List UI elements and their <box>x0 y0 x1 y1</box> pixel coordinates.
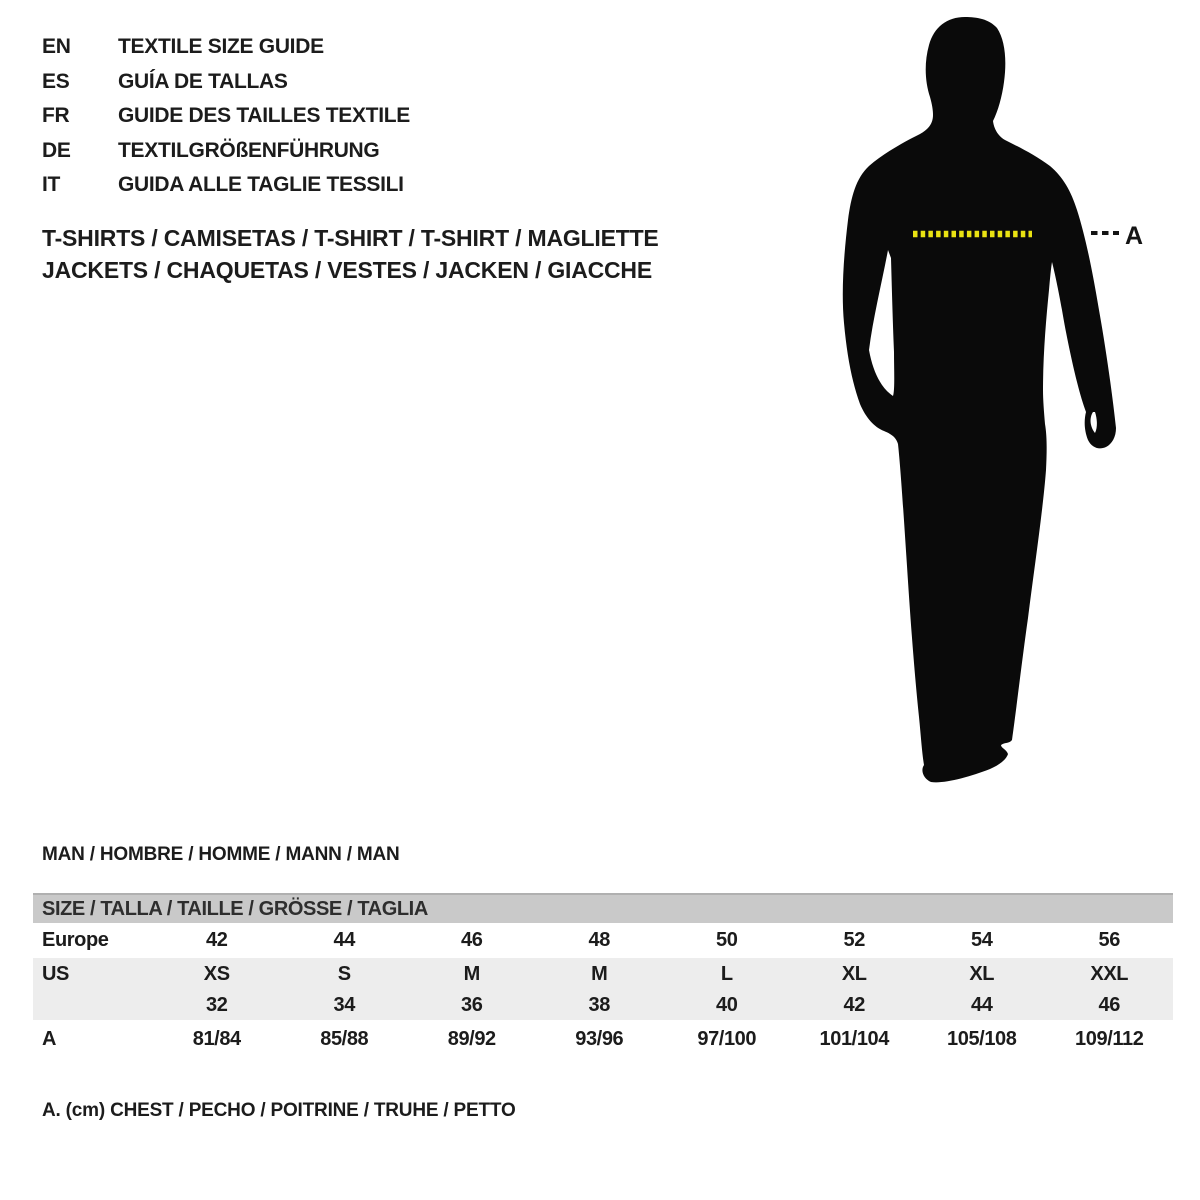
cell: 46 <box>461 929 483 951</box>
language-row-de <box>42 134 410 169</box>
cell: 93/96 <box>575 1027 624 1050</box>
language-code: IT <box>42 173 61 197</box>
cell: 34 <box>333 993 355 1016</box>
language-label: TEXTILGRÖßENFÜHRUNG <box>118 138 380 162</box>
row-label: US <box>42 962 69 985</box>
language-label: GUIDE DES TAILLES TEXTILE <box>118 104 410 128</box>
man-silhouette-figure <box>828 0 1200 800</box>
cell: M <box>463 962 480 985</box>
cell: 105/108 <box>947 1027 1017 1050</box>
product-line-jackets: JACKETS / CHAQUETAS / VESTES / JACKEN / GIACCHE <box>42 257 652 283</box>
cell: 56 <box>1098 929 1120 951</box>
row-label: A <box>42 1027 57 1050</box>
table-row-chest-a <box>33 1020 1173 1058</box>
cell: 101/104 <box>819 1027 889 1050</box>
cell: XXL <box>1090 962 1129 985</box>
cell: 44 <box>971 993 993 1016</box>
cell: XS <box>203 962 230 985</box>
language-row-fr <box>42 99 410 134</box>
row-label: Europe <box>42 929 109 951</box>
cell: 89/92 <box>447 1027 496 1050</box>
table-row-europe <box>33 923 1173 958</box>
man-silhouette <box>843 17 1116 782</box>
cell: 85/88 <box>320 1027 369 1050</box>
cell: 32 <box>206 993 228 1016</box>
language-label: GUIDA ALLE TAGLIE TESSILI <box>118 173 404 197</box>
cell: S <box>337 962 351 985</box>
cell: 42 <box>206 929 228 951</box>
size-table-header-label: SIZE / TALLA / TAILLE / GRÖSSE / TAGLIA <box>42 897 428 920</box>
cell: 36 <box>461 993 483 1016</box>
language-code: EN <box>42 35 71 59</box>
cell: L <box>720 962 733 985</box>
size-table-header <box>33 893 1173 923</box>
cell: 81/84 <box>192 1027 241 1050</box>
cell: 46 <box>1098 993 1120 1016</box>
language-list <box>42 30 410 203</box>
language-row-en <box>42 30 410 65</box>
cell: 38 <box>588 993 610 1016</box>
cell: 50 <box>716 929 738 951</box>
language-code: ES <box>42 69 70 93</box>
size-table <box>33 893 1173 1058</box>
measure-label-a: A <box>1125 222 1144 250</box>
cell: 54 <box>971 929 993 951</box>
table-band-us <box>33 958 1173 1020</box>
language-code: DE <box>42 138 71 162</box>
language-row-it <box>42 168 410 203</box>
table-row-us-numbers <box>33 990 1173 1020</box>
language-label: TEXTILE SIZE GUIDE <box>118 35 324 59</box>
cell: 42 <box>843 993 865 1016</box>
cell: XL <box>841 962 867 985</box>
footnote-chest: A. (cm) CHEST / PECHO / POITRINE / TRUHE / PETTO <box>42 1100 516 1121</box>
product-category-lines <box>42 222 659 286</box>
language-row-es <box>42 65 410 100</box>
cell: 40 <box>716 993 738 1016</box>
cell: 52 <box>843 929 865 951</box>
cell: 109/112 <box>1075 1027 1144 1050</box>
cell: M <box>591 962 608 985</box>
product-line-tshirts: T-SHIRTS / CAMISETAS / T-SHIRT / T-SHIRT / MAGLIETTE <box>42 225 659 251</box>
language-label: GUÍA DE TALLAS <box>118 69 288 93</box>
table-row-us-letters <box>33 958 1173 990</box>
cell: XL <box>969 962 995 985</box>
cell: 97/100 <box>697 1027 757 1050</box>
section-title-man: MAN / HOMBRE / HOMME / MANN / MAN <box>42 844 400 865</box>
cell: 44 <box>333 929 355 951</box>
cell: 48 <box>588 929 610 951</box>
language-code: FR <box>42 104 70 128</box>
